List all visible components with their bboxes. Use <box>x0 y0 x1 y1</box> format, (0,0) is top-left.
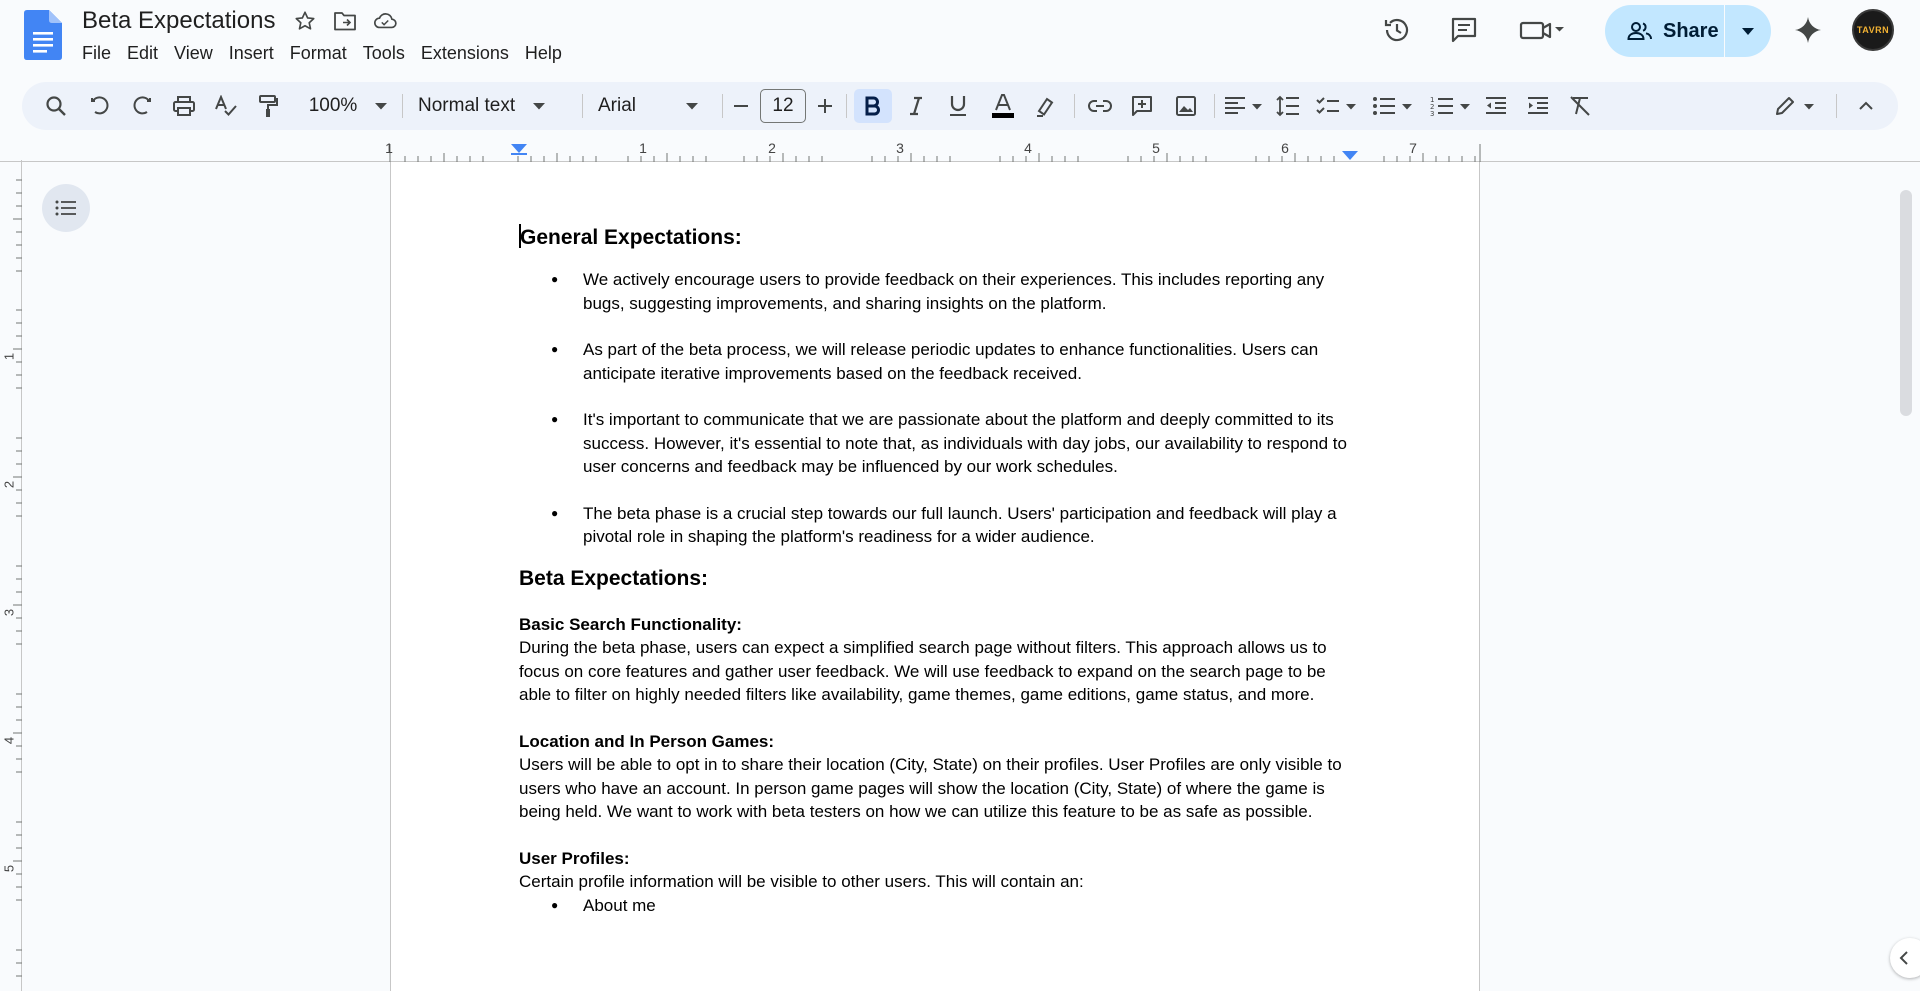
ruler-label: 6 <box>1281 140 1289 156</box>
bulleted-list-icon <box>1372 96 1396 116</box>
toolbar-divider <box>1836 94 1837 118</box>
font-value: Arial <box>598 95 637 116</box>
caret-down-icon <box>375 102 387 110</box>
app-header <box>0 0 1920 76</box>
share-label: Share <box>1663 19 1719 42</box>
toolbar-divider <box>1214 94 1215 118</box>
side-panel-toggle[interactable] <box>1890 938 1920 978</box>
cloud-saved-icon[interactable] <box>373 9 397 33</box>
line-spacing-icon[interactable] <box>1270 82 1306 130</box>
caret-down-icon <box>1460 103 1470 110</box>
vertical-ruler-label: 5 <box>1 864 17 873</box>
ruler-label: 5 <box>1152 140 1160 156</box>
style-select[interactable] <box>418 82 578 130</box>
increase-indent-icon[interactable] <box>1520 82 1556 130</box>
print-icon[interactable] <box>166 82 202 130</box>
clear-formatting-icon[interactable] <box>1562 82 1598 130</box>
title-row <box>82 6 413 36</box>
toolbar-divider <box>1074 94 1075 118</box>
align-left-icon <box>1224 96 1246 116</box>
list-item: ● About me <box>519 894 1349 918</box>
share-dropdown-button[interactable] <box>1725 5 1771 57</box>
caret-down-icon <box>533 102 545 110</box>
left-indent-marker[interactable] <box>511 144 527 155</box>
subheading-location: Location and In Person Games: <box>519 731 775 751</box>
menu-format[interactable]: Format <box>289 43 347 63</box>
paint-format-icon[interactable] <box>250 82 286 130</box>
caret-down-icon <box>1804 103 1814 110</box>
document-body[interactable] <box>519 224 1349 917</box>
align-select[interactable] <box>1220 82 1266 130</box>
minus-icon <box>733 98 749 114</box>
list-item: ● As part of the beta process, we will release periodic updates to enhance functionalities. Users can anticipate iterative improvements based on the feedback received. <box>519 338 1349 385</box>
italic-icon[interactable] <box>898 82 934 130</box>
svg-text:2: 2 <box>1430 103 1435 111</box>
style-value: Normal text <box>418 95 516 116</box>
decrease-font-size-button[interactable] <box>726 82 756 130</box>
caret-down-icon <box>686 102 698 110</box>
paragraph-search: During the beta phase, users can expect a simplified search page without filters. This approach allows us to focus on core features and gather user feedback. We will use feedback to expand on the search page to be able to filter on highly needed filters like availability, game themes, game editions, game status, and more. <box>519 638 1327 704</box>
font-size-input[interactable]: 12 <box>760 89 806 123</box>
avatar[interactable] <box>1852 9 1894 51</box>
ruler-label: 3 <box>896 140 904 156</box>
ruler-label: 1 <box>639 140 647 156</box>
insert-link-icon[interactable] <box>1082 82 1118 130</box>
undo-icon[interactable] <box>82 82 118 130</box>
caret-down-icon <box>1252 103 1262 110</box>
svg-text:1: 1 <box>1430 96 1435 104</box>
caret-down-icon <box>1346 103 1356 110</box>
bold-icon[interactable] <box>854 82 892 130</box>
people-icon <box>1627 20 1653 42</box>
ruler-label: 2 <box>768 140 776 156</box>
vertical-ruler-label: 3 <box>1 608 17 617</box>
insert-image-icon[interactable] <box>1168 82 1204 130</box>
plus-icon <box>817 98 833 114</box>
menu-insert[interactable]: Insert <box>228 43 274 63</box>
chevron-left-icon <box>1899 951 1909 965</box>
ruler-label: 1 <box>385 140 393 156</box>
increase-font-size-button[interactable] <box>810 82 840 130</box>
checklist-select[interactable] <box>1312 82 1360 130</box>
caret-down-icon <box>1402 103 1412 110</box>
menu-extensions[interactable]: Extensions <box>420 43 509 63</box>
general-bullets <box>519 268 1349 549</box>
redo-icon[interactable] <box>124 82 160 130</box>
heading-beta: Beta Expectations: <box>519 566 709 590</box>
text-color-icon[interactable] <box>984 82 1022 130</box>
pencil-icon <box>1774 95 1796 117</box>
paragraph-profiles: Certain profile information will be visible to other users. This will contain an: <box>519 872 1084 891</box>
bulleted-list-select[interactable] <box>1368 82 1416 130</box>
ruler-label: 4 <box>1024 140 1032 156</box>
menu-edit[interactable]: Edit <box>127 43 159 63</box>
add-comment-icon[interactable] <box>1124 82 1160 130</box>
outline-list-icon <box>55 200 77 216</box>
ruler-ticks <box>0 140 1920 164</box>
subheading-profiles: User Profiles: <box>519 848 630 868</box>
caret-down-icon <box>1741 26 1755 36</box>
decrease-indent-icon[interactable] <box>1478 82 1514 130</box>
toolbar-divider <box>582 94 583 118</box>
document-page[interactable] <box>390 162 1480 991</box>
menu-tools[interactable]: Tools <box>362 43 405 63</box>
heading-general: General Expectations: <box>520 226 742 249</box>
vertical-ruler-label: 2 <box>1 480 17 489</box>
document-outline-button[interactable] <box>42 184 90 232</box>
vertical-ruler-label: 4 <box>1 736 17 745</box>
hide-menus-icon[interactable] <box>1848 82 1884 130</box>
avatar-text: TAVRN <box>1856 25 1890 35</box>
list-item: ● We actively encourage users to provide feedback on their experiences. This includes reporting any bugs, suggesting improvements, and sharing insights on the platform. <box>519 268 1349 315</box>
zoom-value: 100% <box>308 95 358 116</box>
editing-mode-select[interactable] <box>1764 82 1824 130</box>
meet-icon[interactable] <box>1518 14 1568 46</box>
checklist-icon <box>1316 96 1340 116</box>
zoom-select[interactable] <box>298 82 398 130</box>
share-main-button[interactable] <box>1605 5 1725 57</box>
vertical-ruler-label: 1 <box>1 352 17 361</box>
list-item: ● It's important to communicate that we are passionate about the platform and deeply committed to its success. However, it's essential to note that, as individuals with day jobs, our availability to respond to user concerns and feedback may be influenced by our work schedules. <box>519 408 1349 479</box>
menu-help[interactable]: Help <box>524 43 562 63</box>
font-select[interactable] <box>598 82 720 130</box>
toolbar-divider <box>402 94 403 118</box>
docs-logo-icon[interactable] <box>24 10 62 60</box>
numbered-list-select[interactable] <box>1426 82 1474 130</box>
paragraph-location: Users will be able to opt in to share their location (City, State) on their profiles. User Profiles are only visible to users who have an account. In person game pages will show the location (City, State) of where the game is being held. We want to work with beta testers on how we can utilize this feature to be as safe as possible. <box>519 755 1342 821</box>
star-icon[interactable] <box>293 9 317 33</box>
highlight-color-icon[interactable] <box>1028 82 1064 130</box>
gemini-sparkle-icon[interactable] <box>1792 14 1824 46</box>
spellcheck-icon[interactable] <box>208 82 244 130</box>
menu-file[interactable]: File <box>82 43 112 63</box>
document-title[interactable]: Beta Expectations <box>82 7 276 34</box>
share-button[interactable] <box>1605 5 1771 57</box>
toolbar-divider <box>722 94 723 118</box>
menu-bar <box>74 38 570 68</box>
numbered-list-icon <box>1430 95 1454 117</box>
move-to-folder-icon[interactable] <box>333 9 357 33</box>
right-indent-marker[interactable] <box>1342 151 1358 160</box>
search-menus-icon[interactable] <box>38 82 74 130</box>
svg-text:3: 3 <box>1430 110 1435 117</box>
list-item: ● The beta phase is a crucial step towards our full launch. Users' participation and feedback will play a pivotal role in shaping the platform's readiness for a wider audience. <box>519 502 1349 549</box>
underline-icon[interactable] <box>940 82 976 130</box>
vertical-scrollbar[interactable] <box>1900 190 1912 416</box>
toolbar-divider <box>846 94 847 118</box>
toolbar <box>22 82 1898 130</box>
version-history-icon[interactable] <box>1381 14 1413 46</box>
comments-icon[interactable] <box>1448 14 1480 46</box>
ruler-label: 7 <box>1409 140 1417 156</box>
subheading-search: Basic Search Functionality: <box>519 614 742 634</box>
menu-view[interactable]: View <box>174 43 213 63</box>
